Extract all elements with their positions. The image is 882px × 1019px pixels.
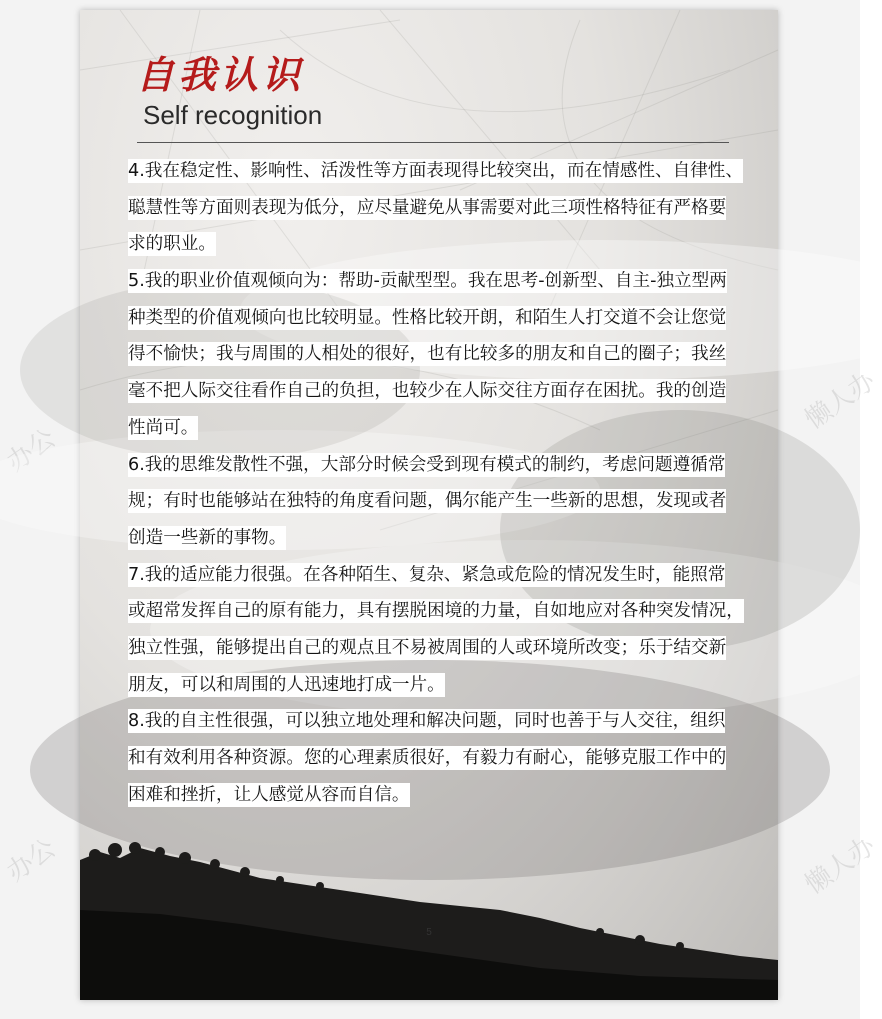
text-line: 困难和挫折，让人感觉从容而自信。 xyxy=(128,784,410,805)
text-line: 独立性强，能够提出自己的观点且不易被周围的人或环境所改变；乐于结交新 xyxy=(128,637,727,658)
text-line: 规；有时也能够站在独特的角度看问题，偶尔能产生一些新的思想，发现或者 xyxy=(128,491,727,512)
text-line: 或超常发挥自己的原有能力，具有摆脱困境的力量，自如地应对各种突发情况， xyxy=(128,601,744,622)
document-page xyxy=(80,10,778,1000)
text-line: 7.我的适应能力很强。在各种陌生、复杂、紧急或危险的情况发生时，能照常 xyxy=(128,564,726,585)
page-title: 自我认识 xyxy=(136,52,305,97)
text-line: 得不愉快；我与周围的人相处的很好，也有比较多的朋友和自己的圈子；我丝 xyxy=(128,344,727,365)
text-line: 聪慧性等方面则表现为低分，应尽量避免从事需要对此三项性格特征有严格要 xyxy=(128,197,727,218)
text-line: 种类型的价值观倾向也比较明显。性格比较开朗，和陌生人打交道不会让您觉 xyxy=(128,307,727,328)
watermark-left-bottom: 办公 xyxy=(1,833,62,888)
watermark-right-top: 懒人办 xyxy=(799,365,881,436)
text-line: 和有效利用各种资源。您的心理素质很好，有毅力有耐心，能够克服工作中的 xyxy=(128,748,727,768)
page-subtitle: Self recognition xyxy=(143,100,323,130)
text-line: 朋友，可以和周围的人迅速地打成一片。 xyxy=(128,674,445,695)
text-line: 性尚可。 xyxy=(128,417,199,438)
watermark-right-bottom: 懒人办 xyxy=(799,830,881,901)
page-number: 5 xyxy=(426,927,432,938)
text-line: 5.我的职业价值观倾向为：帮助-贡献型型。我在思考-创新型、自主-独立型两 xyxy=(128,271,727,292)
text-line: 毫不把人际交往看作自己的负担，也较少在人际交往方面存在困扰。我的创造 xyxy=(128,381,727,402)
text-line: 6.我的思维发散性不强，大部分时候会受到现有模式的制约，考虑问题遵循常 xyxy=(128,454,726,475)
text-line: 4.我在稳定性、影响性、活泼性等方面表现得比较突出，而在情感性、自律性、 xyxy=(128,161,743,181)
text-line: 创造一些新的事物。 xyxy=(128,527,287,548)
text-line: 8.我的自主性很强，可以独立地处理和解决问题，同时也善于与人交往，组织 xyxy=(128,711,726,732)
body-text xyxy=(128,155,744,815)
text-line: 求的职业。 xyxy=(128,234,216,255)
watermark-left-mid: 办公 xyxy=(1,423,62,478)
title-divider xyxy=(137,142,729,143)
